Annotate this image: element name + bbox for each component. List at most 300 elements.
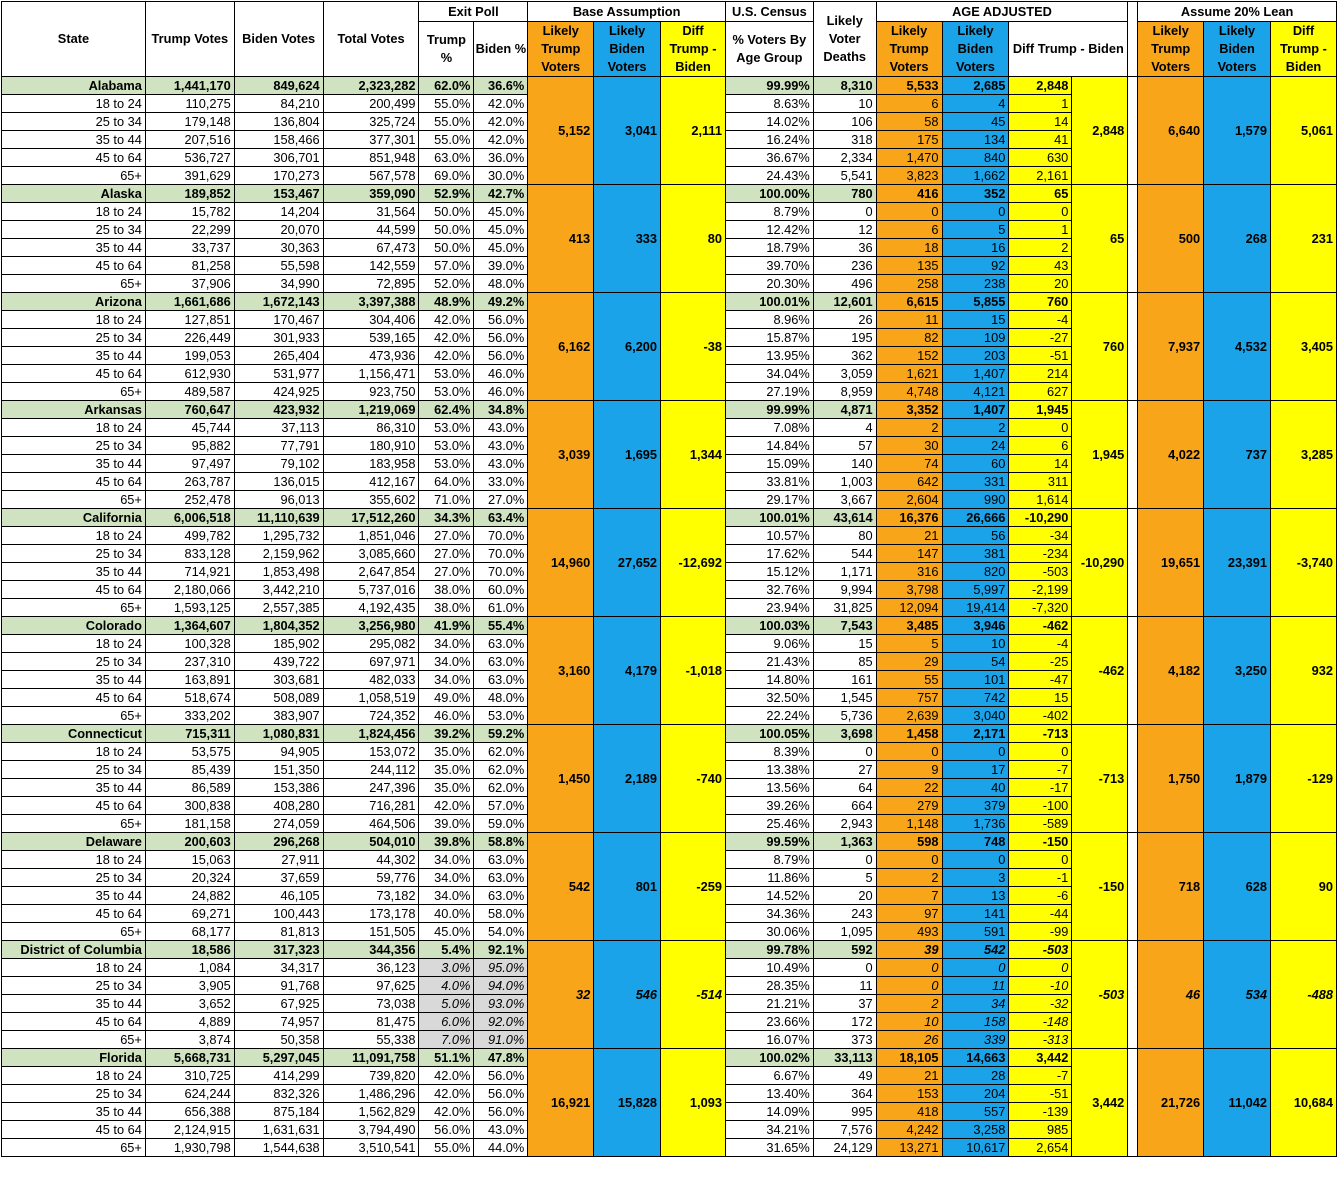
age-adj-diff: -1 [1009,869,1072,887]
age-adj-biden: 141 [942,905,1009,923]
header-biden-votes: Biden Votes [234,2,323,77]
age-diff-total: -462 [1072,617,1128,725]
base-diff: -1,018 [661,617,726,725]
age-group-label: 18 to 24 [2,95,146,113]
state-age-trump: 39 [876,941,942,959]
age-voter-deaths: 2,334 [813,149,876,167]
state-trump-pct: 51.1% [419,1049,474,1067]
age-diff-total: 3,442 [1072,1049,1128,1157]
state-age-diff: 1,945 [1009,401,1072,419]
age-biden-votes: 301,933 [234,329,323,347]
age-biden-pct: 60.0% [474,581,528,599]
header-age-likely-trump: Likely Trump Voters [876,22,942,77]
state-voter-deaths: 4,871 [813,401,876,419]
age-pct-voters: 29.17% [725,491,813,509]
age-trump-votes: 310,725 [145,1067,234,1085]
age-trump-pct: 50.0% [419,239,474,257]
column-gap [1128,77,1138,185]
age-adj-biden: 238 [942,275,1009,293]
age-biden-pct: 56.0% [474,311,528,329]
age-pct-voters: 15.87% [725,329,813,347]
election-table [1,1,1337,1157]
age-pct-voters: 20.30% [725,275,813,293]
age-adj-diff: 627 [1009,383,1072,401]
state-trump-votes: 715,311 [145,725,234,743]
age-adj-diff: -51 [1009,1085,1072,1103]
age-adj-trump: 3,823 [876,167,942,185]
age-voter-deaths: 496 [813,275,876,293]
header-base-diff: Diff Trump - Biden [661,22,726,77]
age-pct-voters: 14.84% [725,437,813,455]
age-group-label: 65+ [2,599,146,617]
age-adj-biden: 5 [942,221,1009,239]
age-trump-votes: 499,782 [145,527,234,545]
age-total-votes: 325,724 [323,113,419,131]
state-trump-votes: 1,364,607 [145,617,234,635]
age-voter-deaths: 1,171 [813,563,876,581]
age-biden-votes: 74,957 [234,1013,323,1031]
age-trump-votes: 37,906 [145,275,234,293]
age-biden-votes: 37,659 [234,869,323,887]
age-voter-deaths: 161 [813,671,876,689]
age-pct-voters: 33.81% [725,473,813,491]
header-pct-voters-by-age: % Voters By Age Group [725,22,813,77]
age-pct-voters: 28.35% [725,977,813,995]
state-pct-voters: 100.02% [725,1049,813,1067]
age-adj-biden: 3,040 [942,707,1009,725]
age-adj-biden: 24 [942,437,1009,455]
age-adj-biden: 379 [942,797,1009,815]
age-biden-pct: 58.0% [474,905,528,923]
header-biden-pct: Biden % [474,22,528,77]
age-adj-biden: 28 [942,1067,1009,1085]
age-trump-votes: 612,930 [145,365,234,383]
age-biden-pct: 61.0% [474,599,528,617]
age-biden-pct: 45.0% [474,221,528,239]
age-group-label: 45 to 64 [2,1013,146,1031]
state-age-trump: 3,352 [876,401,942,419]
age-adj-biden: 10,617 [942,1139,1009,1157]
age-group-label: 35 to 44 [2,239,146,257]
age-trump-votes: 33,737 [145,239,234,257]
age-pct-voters: 24.43% [725,167,813,185]
state-age-diff: 65 [1009,185,1072,203]
age-pct-voters: 36.67% [725,149,813,167]
age-biden-votes: 136,804 [234,113,323,131]
age-group-label: 35 to 44 [2,347,146,365]
age-voter-deaths: 544 [813,545,876,563]
age-adj-trump: 1,470 [876,149,942,167]
base-likely-biden: 6,200 [594,293,661,401]
age-voter-deaths: 20 [813,887,876,905]
column-gap [1128,509,1138,617]
lean-diff: -129 [1270,725,1336,833]
state-age-biden: 26,666 [942,509,1009,527]
age-group-label: 35 to 44 [2,779,146,797]
age-group-label: 65+ [2,275,146,293]
state-voter-deaths: 43,614 [813,509,876,527]
state-total-row [2,941,1337,959]
age-trump-pct: 71.0% [419,491,474,509]
age-trump-votes: 81,258 [145,257,234,275]
age-trump-votes: 391,629 [145,167,234,185]
age-biden-votes: 34,990 [234,275,323,293]
age-total-votes: 1,156,471 [323,365,419,383]
age-total-votes: 464,506 [323,815,419,833]
age-pct-voters: 25.46% [725,815,813,833]
base-likely-trump: 32 [528,941,594,1049]
age-total-votes: 3,510,541 [323,1139,419,1157]
age-total-votes: 1,058,519 [323,689,419,707]
age-adj-trump: 0 [876,851,942,869]
age-biden-pct: 56.0% [474,1103,528,1121]
age-total-votes: 81,475 [323,1013,419,1031]
age-trump-votes: 4,889 [145,1013,234,1031]
age-voter-deaths: 0 [813,851,876,869]
age-diff-total: -503 [1072,941,1128,1049]
age-adj-biden: 109 [942,329,1009,347]
age-trump-pct: 4.0% [419,977,474,995]
age-biden-votes: 77,791 [234,437,323,455]
state-biden-pct: 92.1% [474,941,528,959]
age-adj-diff: -32 [1009,995,1072,1013]
age-adj-trump: 0 [876,977,942,995]
header-likely-voter-deaths: Likely Voter Deaths [813,2,876,77]
base-likely-trump: 542 [528,833,594,941]
age-trump-votes: 252,478 [145,491,234,509]
age-trump-votes: 24,882 [145,887,234,905]
age-adj-diff: -503 [1009,563,1072,581]
age-biden-votes: 1,295,732 [234,527,323,545]
age-adj-trump: 11 [876,311,942,329]
base-likely-trump: 3,039 [528,401,594,509]
state-trump-votes: 1,661,686 [145,293,234,311]
age-trump-pct: 38.0% [419,599,474,617]
age-adj-biden: 92 [942,257,1009,275]
age-group-label: 35 to 44 [2,887,146,905]
age-adj-diff: -99 [1009,923,1072,941]
age-total-votes: 4,192,435 [323,599,419,617]
age-trump-pct: 35.0% [419,779,474,797]
lean-diff: 10,684 [1270,1049,1336,1157]
age-trump-pct: 42.0% [419,797,474,815]
age-total-votes: 923,750 [323,383,419,401]
age-adj-biden: 5,997 [942,581,1009,599]
state-biden-votes: 423,932 [234,401,323,419]
state-total-row [2,401,1337,419]
age-adj-trump: 30 [876,437,942,455]
age-trump-pct: 46.0% [419,707,474,725]
state-biden-votes: 153,467 [234,185,323,203]
age-voter-deaths: 26 [813,311,876,329]
age-adj-diff: -234 [1009,545,1072,563]
header-lean-likely-biden: Likely Biden Voters [1204,22,1271,77]
age-voter-deaths: 2,943 [813,815,876,833]
column-gap [1128,833,1138,941]
age-voter-deaths: 27 [813,761,876,779]
age-trump-votes: 300,838 [145,797,234,815]
age-adj-diff: -4 [1009,311,1072,329]
state-voter-deaths: 1,363 [813,833,876,851]
age-adj-trump: 2,604 [876,491,942,509]
age-adj-biden: 54 [942,653,1009,671]
age-adj-trump: 152 [876,347,942,365]
age-group-label: 35 to 44 [2,455,146,473]
age-trump-pct: 7.0% [419,1031,474,1049]
age-voter-deaths: 8,959 [813,383,876,401]
age-pct-voters: 8.39% [725,743,813,761]
age-voter-deaths: 364 [813,1085,876,1103]
age-adj-biden: 203 [942,347,1009,365]
age-voter-deaths: 80 [813,527,876,545]
state-pct-voters: 99.78% [725,941,813,959]
age-trump-votes: 97,497 [145,455,234,473]
age-biden-votes: 265,404 [234,347,323,365]
age-trump-votes: 1,084 [145,959,234,977]
age-adj-diff: 1 [1009,221,1072,239]
age-trump-votes: 624,244 [145,1085,234,1103]
age-trump-pct: 45.0% [419,923,474,941]
base-diff: -259 [661,833,726,941]
lean-likely-trump: 718 [1138,833,1204,941]
age-biden-votes: 136,015 [234,473,323,491]
lean-likely-biden: 534 [1204,941,1271,1049]
age-biden-votes: 151,350 [234,761,323,779]
header-age-adjusted: AGE ADJUSTED [876,2,1128,22]
age-pct-voters: 10.49% [725,959,813,977]
age-pct-voters: 14.02% [725,113,813,131]
age-adj-biden: 381 [942,545,1009,563]
age-biden-pct: 54.0% [474,923,528,941]
age-pct-voters: 14.80% [725,671,813,689]
age-trump-votes: 95,882 [145,437,234,455]
age-adj-trump: 3,798 [876,581,942,599]
age-total-votes: 97,625 [323,977,419,995]
age-adj-biden: 19,414 [942,599,1009,617]
age-total-votes: 355,602 [323,491,419,509]
age-trump-pct: 34.0% [419,671,474,689]
lean-likely-trump: 21,726 [1138,1049,1204,1157]
age-adj-trump: 0 [876,959,942,977]
age-trump-votes: 110,275 [145,95,234,113]
age-group-label: 25 to 34 [2,113,146,131]
age-trump-pct: 27.0% [419,545,474,563]
age-adj-diff: -10 [1009,977,1072,995]
age-adj-biden: 0 [942,743,1009,761]
age-total-votes: 73,038 [323,995,419,1013]
age-biden-votes: 153,386 [234,779,323,797]
age-voter-deaths: 373 [813,1031,876,1049]
age-trump-votes: 20,324 [145,869,234,887]
state-voter-deaths: 8,310 [813,77,876,95]
age-trump-pct: 55.0% [419,1139,474,1157]
age-trump-votes: 226,449 [145,329,234,347]
age-adj-trump: 316 [876,563,942,581]
age-pct-voters: 27.19% [725,383,813,401]
age-adj-biden: 331 [942,473,1009,491]
state-age-trump: 5,533 [876,77,942,95]
lean-likely-trump: 6,640 [1138,77,1204,185]
state-age-diff: -503 [1009,941,1072,959]
age-trump-votes: 15,782 [145,203,234,221]
age-pct-voters: 34.36% [725,905,813,923]
age-trump-votes: 22,299 [145,221,234,239]
age-pct-voters: 16.24% [725,131,813,149]
age-adj-trump: 82 [876,329,942,347]
age-trump-votes: 489,587 [145,383,234,401]
base-likely-trump: 6,162 [528,293,594,401]
age-trump-votes: 127,851 [145,311,234,329]
age-adj-diff: -6 [1009,887,1072,905]
header-age-likely-biden: Likely Biden Voters [942,22,1009,77]
age-voter-deaths: 64 [813,779,876,797]
age-group-label: 25 to 34 [2,221,146,239]
state-total-row [2,77,1337,95]
age-biden-pct: 46.0% [474,383,528,401]
age-total-votes: 5,737,016 [323,581,419,599]
header-assume-lean: Assume 20% Lean [1138,2,1337,22]
age-voter-deaths: 9,994 [813,581,876,599]
age-group-label: 18 to 24 [2,203,146,221]
age-biden-pct: 42.0% [474,95,528,113]
age-adj-biden: 134 [942,131,1009,149]
age-biden-pct: 70.0% [474,545,528,563]
age-adj-biden: 339 [942,1031,1009,1049]
age-total-votes: 86,310 [323,419,419,437]
age-pct-voters: 17.62% [725,545,813,563]
age-pct-voters: 12.42% [725,221,813,239]
age-pct-voters: 15.12% [725,563,813,581]
state-age-diff: -713 [1009,725,1072,743]
age-diff-total: -713 [1072,725,1128,833]
state-biden-pct: 49.2% [474,293,528,311]
state-voter-deaths: 12,601 [813,293,876,311]
age-adj-diff: -44 [1009,905,1072,923]
age-pct-voters: 18.79% [725,239,813,257]
age-adj-trump: 153 [876,1085,942,1103]
state-voter-deaths: 592 [813,941,876,959]
age-voter-deaths: 11 [813,977,876,995]
age-voter-deaths: 4 [813,419,876,437]
state-age-trump: 16,376 [876,509,942,527]
age-biden-pct: 94.0% [474,977,528,995]
state-pct-voters: 99.59% [725,833,813,851]
age-trump-pct: 49.0% [419,689,474,707]
age-adj-trump: 493 [876,923,942,941]
age-biden-votes: 27,911 [234,851,323,869]
header-trump-pct: Trump % [419,22,474,77]
age-total-votes: 567,578 [323,167,419,185]
age-adj-trump: 5 [876,635,942,653]
state-name: Delaware [2,833,146,851]
age-trump-pct: 64.0% [419,473,474,491]
age-trump-votes: 86,589 [145,779,234,797]
age-adj-biden: 820 [942,563,1009,581]
state-voter-deaths: 3,698 [813,725,876,743]
age-voter-deaths: 1,003 [813,473,876,491]
age-trump-pct: 35.0% [419,761,474,779]
state-age-trump: 1,458 [876,725,942,743]
age-adj-diff: 2,654 [1009,1139,1072,1157]
age-biden-votes: 2,557,385 [234,599,323,617]
state-voter-deaths: 33,113 [813,1049,876,1067]
age-pct-voters: 21.21% [725,995,813,1013]
state-total-votes: 2,323,282 [323,77,419,95]
header-base-likely-biden: Likely Biden Voters [594,22,661,77]
age-total-votes: 67,473 [323,239,419,257]
age-biden-pct: 56.0% [474,1067,528,1085]
state-age-trump: 598 [876,833,942,851]
age-biden-votes: 50,358 [234,1031,323,1049]
age-adj-trump: 10 [876,1013,942,1031]
age-biden-votes: 875,184 [234,1103,323,1121]
state-pct-voters: 100.01% [725,509,813,527]
age-biden-votes: 20,070 [234,221,323,239]
age-pct-voters: 21.43% [725,653,813,671]
age-trump-votes: 163,891 [145,671,234,689]
age-pct-voters: 6.67% [725,1067,813,1085]
state-age-trump: 6,615 [876,293,942,311]
age-total-votes: 851,948 [323,149,419,167]
age-adj-diff: -7 [1009,1067,1072,1085]
age-biden-pct: 70.0% [474,563,528,581]
age-voter-deaths: 31,825 [813,599,876,617]
state-trump-pct: 5.4% [419,941,474,959]
age-biden-pct: 46.0% [474,365,528,383]
lean-likely-trump: 4,022 [1138,401,1204,509]
age-adj-biden: 4,121 [942,383,1009,401]
age-trump-pct: 53.0% [419,365,474,383]
age-adj-biden: 45 [942,113,1009,131]
state-voter-deaths: 7,543 [813,617,876,635]
age-total-votes: 304,406 [323,311,419,329]
age-pct-voters: 7.08% [725,419,813,437]
age-diff-total: 65 [1072,185,1128,293]
state-biden-votes: 1,672,143 [234,293,323,311]
age-total-votes: 482,033 [323,671,419,689]
age-biden-pct: 62.0% [474,743,528,761]
state-trump-votes: 760,647 [145,401,234,419]
age-voter-deaths: 0 [813,959,876,977]
age-adj-biden: 0 [942,851,1009,869]
age-adj-trump: 0 [876,203,942,221]
age-total-votes: 412,167 [323,473,419,491]
age-adj-biden: 840 [942,149,1009,167]
age-adj-trump: 58 [876,113,942,131]
age-pct-voters: 8.63% [725,95,813,113]
age-group-label: 18 to 24 [2,1067,146,1085]
age-voter-deaths: 24,129 [813,1139,876,1157]
age-total-votes: 44,302 [323,851,419,869]
age-adj-diff: 43 [1009,257,1072,275]
age-total-votes: 724,352 [323,707,419,725]
age-adj-biden: 11 [942,977,1009,995]
age-adj-diff: -148 [1009,1013,1072,1031]
age-pct-voters: 34.21% [725,1121,813,1139]
age-adj-trump: 13,271 [876,1139,942,1157]
age-total-votes: 151,505 [323,923,419,941]
age-adj-diff: 1 [1009,95,1072,113]
state-total-votes: 1,824,456 [323,725,419,743]
age-pct-voters: 8.96% [725,311,813,329]
age-pct-voters: 8.79% [725,851,813,869]
age-biden-votes: 46,105 [234,887,323,905]
age-biden-votes: 37,113 [234,419,323,437]
age-biden-votes: 30,363 [234,239,323,257]
age-biden-pct: 45.0% [474,203,528,221]
age-biden-pct: 30.0% [474,167,528,185]
state-age-trump: 18,105 [876,1049,942,1067]
